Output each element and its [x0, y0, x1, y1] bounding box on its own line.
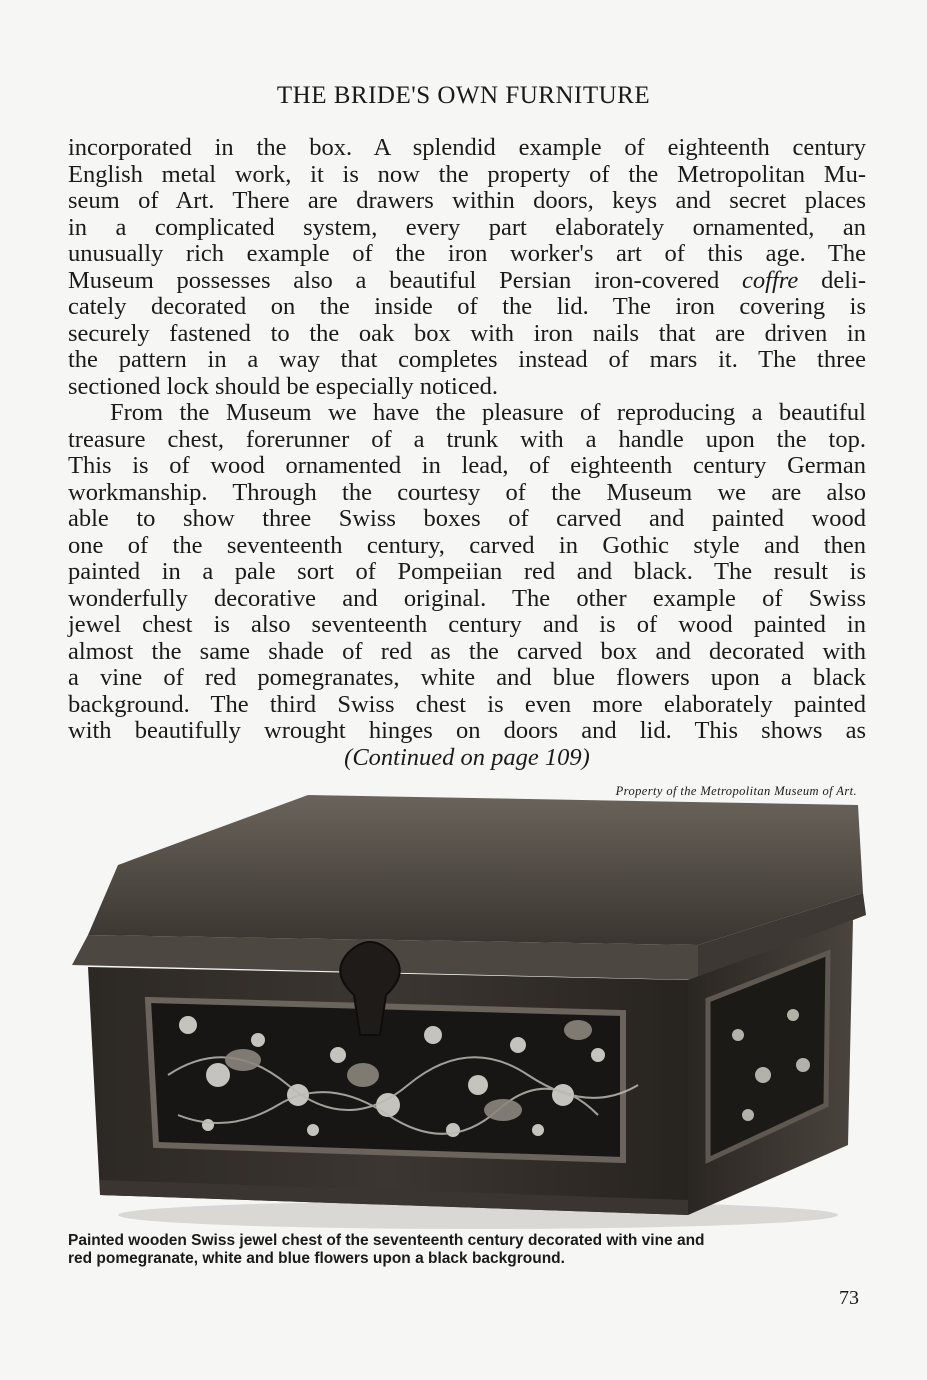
caption-line: Painted wooden Swiss jewel chest of the seventeenth century decorated with vine and — [68, 1232, 705, 1249]
text-line: securely fastened to the oak box with iron nails that are driven in — [68, 319, 866, 347]
text-line: almost the same shade of red as the carved box and decorated with — [68, 637, 866, 665]
text-line: with beautifully wrought hinges on doors and lid. This shows as — [68, 717, 866, 744]
text-line: painted in a pale sort of Pompeiian red and black. The result is — [68, 558, 866, 585]
photo-caption — [68, 1232, 868, 1268]
page-number: 73 — [839, 1287, 859, 1309]
text-line: This is of wood ornamented in lead, of eighteenth century German — [68, 452, 866, 479]
running-head: THE BRIDE'S OWN FURNITURE — [276, 82, 651, 109]
text-segment: deli- — [798, 266, 866, 294]
continued-text: (Continued on page 109) — [344, 743, 590, 771]
text-segment: Museum possesses also a beautiful Persian iron-covered — [68, 266, 743, 294]
text-line: able to show three Swiss boxes of carved and painted wood — [68, 505, 866, 532]
text-line: sectioned lock should be especially noticed. — [68, 372, 498, 400]
text-line: the pattern in a way that completes instead of mars it. The three — [68, 346, 866, 373]
text-line: cately decorated on the inside of the lid. The iron covering is — [68, 293, 866, 320]
text-line: English metal work, it is now the property of the Metropolitan Mu- — [68, 160, 866, 188]
text-line: in a complicated system, every part elaborately ornamented, an — [68, 213, 866, 241]
text-line-coffre — [68, 268, 866, 295]
text-line: a vine of red pomegranates, white and blue flowers upon a black — [68, 664, 866, 691]
body-text — [68, 135, 866, 771]
text-line: From the Museum we have the pleasure of reproducing a beautiful — [110, 399, 866, 426]
continued-note — [68, 745, 866, 772]
text-line: incorporated in the box. A splendid example of eighteenth century — [68, 134, 866, 161]
text-line: seum of Art. There are drawers within doors, keys and secret places — [68, 187, 866, 214]
caption-line: red pomegranate, white and blue flowers upon a black background. — [68, 1250, 565, 1267]
text-line: unusually rich example of the iron worker's art of this age. The — [68, 240, 866, 267]
text-line: workmanship. Through the courtesy of the Museum we are also — [68, 478, 866, 506]
chest-photo — [58, 775, 878, 1235]
text-line: wonderfully decorative and original. The other example of Swiss — [68, 584, 866, 612]
text-line: treasure chest, forerunner of a trunk with a handle upon the top. — [68, 425, 866, 453]
text-line: jewel chest is also seventeenth century and is of wood painted in — [68, 611, 866, 638]
photo-credit: Property of the Metropolitan Museum of Art. — [615, 784, 857, 798]
text-line: background. The third Swiss chest is even more elaborately painted — [68, 690, 866, 718]
text-line: one of the seventeenth century, carved in Gothic style and then — [68, 531, 866, 559]
italic-word: coffre — [742, 266, 799, 294]
